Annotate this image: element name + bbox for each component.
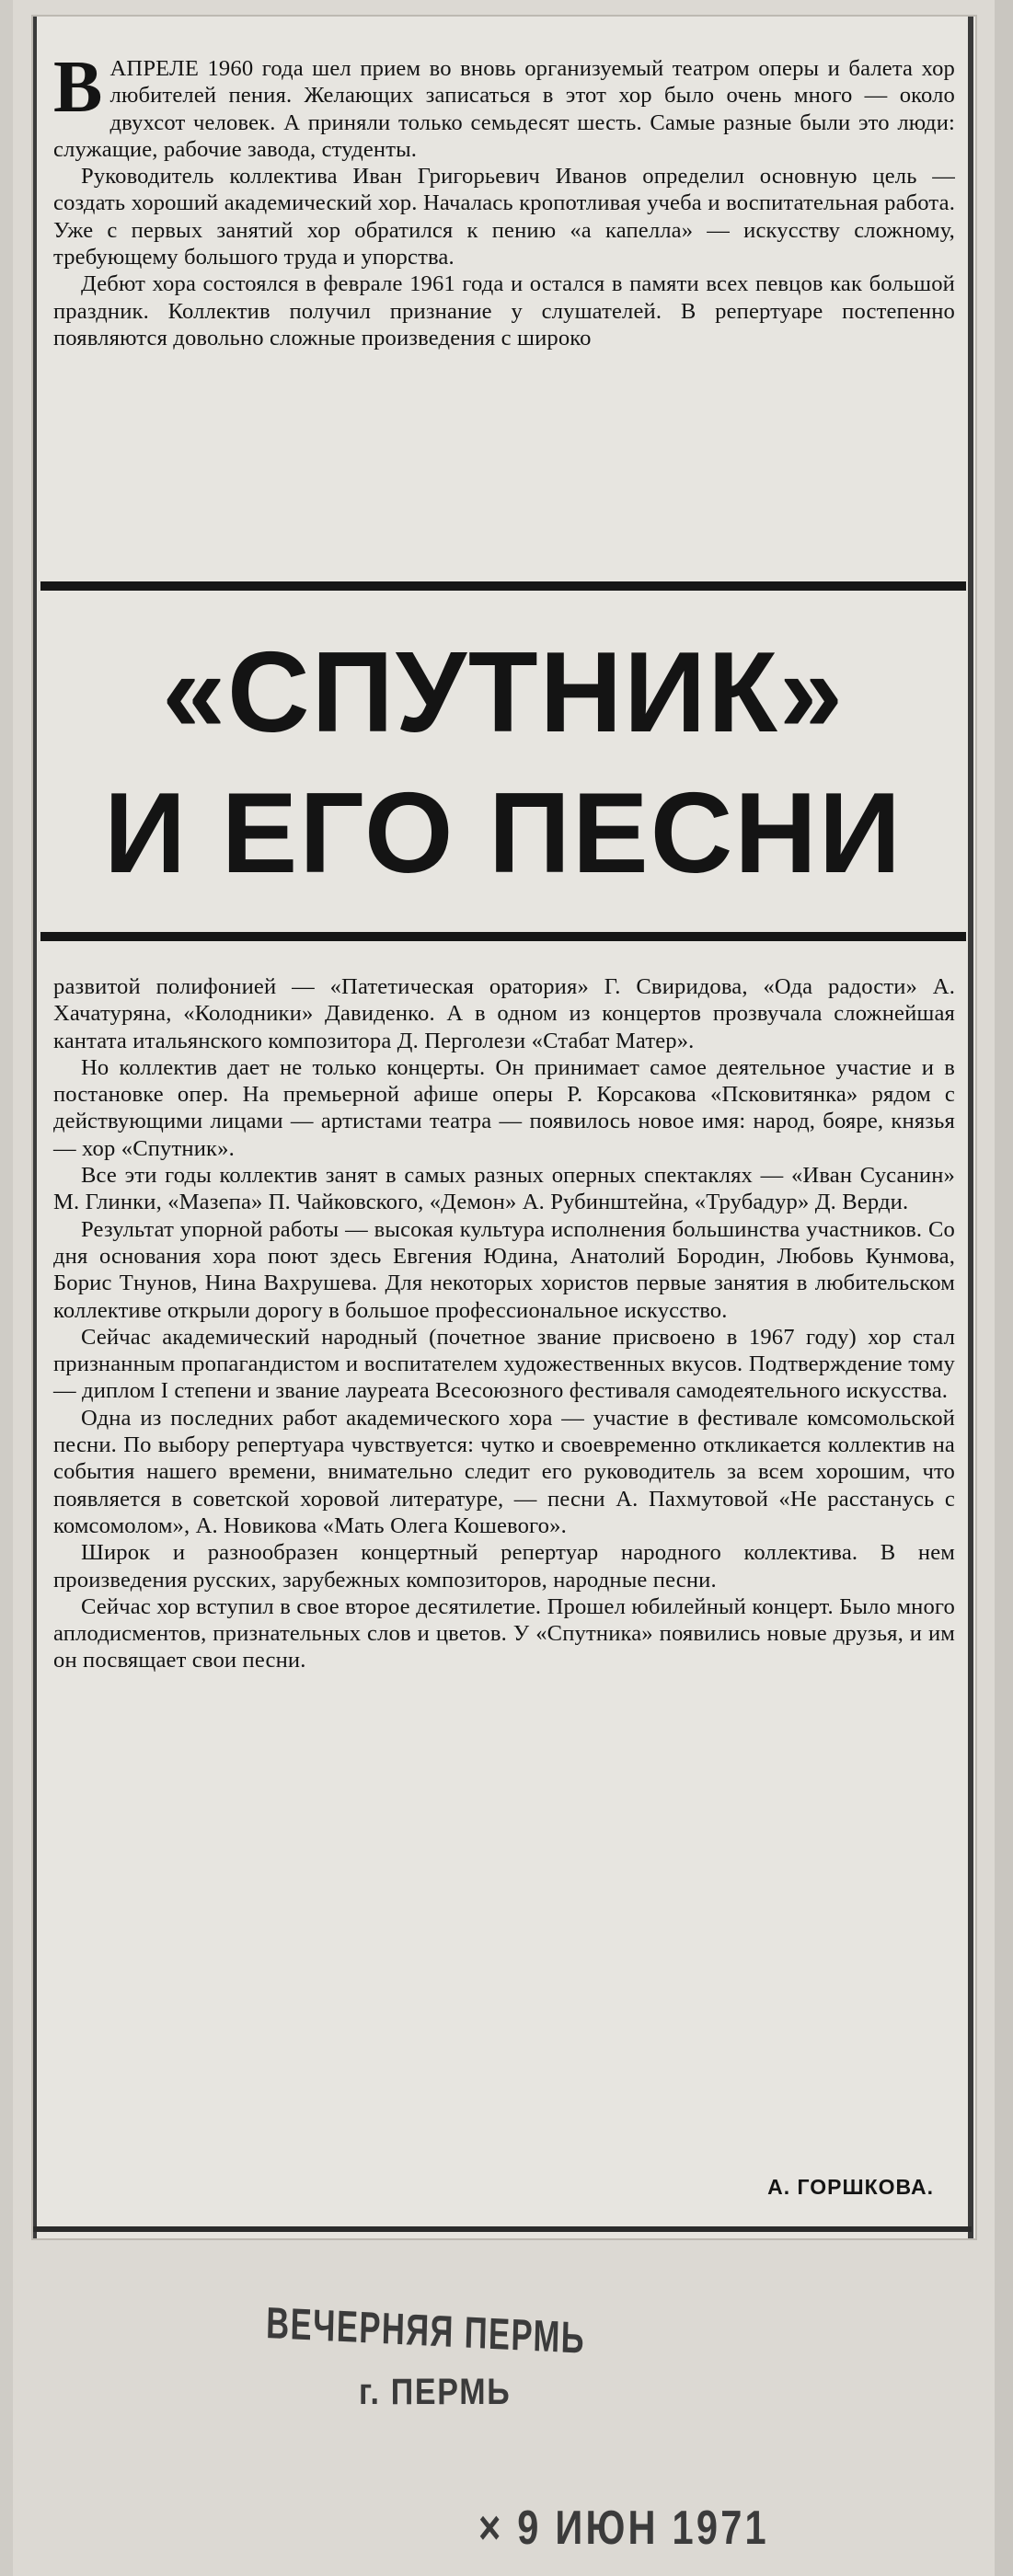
- headline-line-2: И ЕГО ПЕСНИ: [104, 770, 903, 897]
- article-body: [53, 973, 955, 1674]
- stamp-date: × 9 ИЮН 1971: [478, 2501, 769, 2555]
- clipping-border-bottom: [33, 2226, 972, 2232]
- body-paragraph: Результат упорной работы — высокая культура исполнения большинства участников. Со дня основания хора поют здесь Евгения Юдина, Анатолий Бородин, Любовь Кунмова, Борис Тнунов, Нина Вахрушева. Для некоторых хористов первые занятия в любительском коллективе открыли дорогу в большое профессиональное искусство.: [53, 1216, 955, 1323]
- article-intro: [53, 47, 955, 351]
- headline-rule-bottom: [40, 932, 966, 941]
- body-paragraph: Все эти годы коллектив занят в самых разных оперных спектаклях — «Иван Сусанин» М. Глинки, «Мазепа» П. Чайковского, «Демон» А. Рубинштейна, «Трубадур» Д. Верди.: [53, 1163, 955, 1215]
- clipping-border-left: [33, 17, 37, 2238]
- stamp-newspaper-name: ВЕЧЕРНЯЯ ПЕРМЬ: [265, 2298, 586, 2363]
- body-paragraph: Широк и разнообразен концертный репертуар народного коллектива. В нем произведения русских, зарубежных композиторов, народные песни.: [53, 1540, 955, 1593]
- author-byline: А. ГОРШКОВА.: [767, 2175, 934, 2199]
- body-paragraph: Но коллектив дает не только концерты. Он принимает самое деятельное участие и в постановке опер. На премьерной афише оперы Р. Корсакова «Псковитянка» рядом с действующими лицами — артистами театра — появилось новое имя: народ, бояре, князья — хор «Спутник».: [53, 1054, 955, 1161]
- body-paragraph: Сейчас академический народный (почетное звание присвоено в 1967 году) хор стал признанным пропагандистом и воспитателем художественных вкусов. Подтверждение тому — диплом I степени и звание лауреата Всесоюзного фестиваля самодеятельного искусства.: [53, 1324, 955, 1404]
- page-edge-right: [995, 0, 1013, 2576]
- intro-paragraph: Руководитель коллектива Иван Григорьевич Иванов определил основную цель — создать хороший академический хор. Началась кропотливая учеба и воспитательная работа. Уже с первых занятий хор обратился к пению «а капелла» — искусству сложному, требующему большого труда и упорства.: [53, 164, 955, 270]
- body-paragraph: Сейчас хор вступил в свое второе десятилетие. Прошел юбилейный концерт. Было много аплодисментов, признательных слов и цветов. У «Спутника» появились новые друзья, и им он посвящает свои песни.: [53, 1593, 955, 1673]
- page-edge-left: [0, 0, 13, 2576]
- intro-paragraph: ВАПРЕЛЕ 1960 года шел прием во вновь организуемый театром оперы и балета хор любителей пения. Желающих записаться в этот хор было очень много — около двухсот человек. А приняли только семьдесят шесть. Самые разные были это люди: служащие, рабочие завода, студенты.: [53, 47, 955, 162]
- body-paragraph: Одна из последних работ академического хора — участие в фестивале комсомольской песни. По выбору репертуара чувствуется: чутко и своевременно откликается коллектив на события нашего времени, внимательно следит его руководитель за всем хорошим, что появляется в советской хоровой литературе, — песни А. Пахмутовой «Не расстанусь с комсомолом», А. Новикова «Мать Олега Кошевого».: [53, 1405, 955, 1538]
- clipping-border-right: [968, 17, 973, 2238]
- intro-paragraph: Дебют хора состоялся в феврале 1961 года и остался в памяти всех певцов как большой праздник. Коллектив получил признание у слушателей. В репертуаре постепенно появляются довольно сложные произведения с широко: [53, 271, 955, 351]
- headline-rule-top: [40, 581, 966, 591]
- stamp-city: г. ПЕРМЬ: [359, 2372, 512, 2412]
- body-paragraph: развитой полифонией — «Патетическая оратория» Г. Свиридова, «Ода радости» А. Хачатуряна, «Колодники» Давиденко. А в одном из концертов прозвучала сложнейшая кантата итальянского композитора Д. Перголези «Стабат Матер».: [53, 974, 955, 1053]
- drop-cap: В: [53, 47, 103, 128]
- headline-line-1: «СПУТНИК»: [162, 629, 845, 756]
